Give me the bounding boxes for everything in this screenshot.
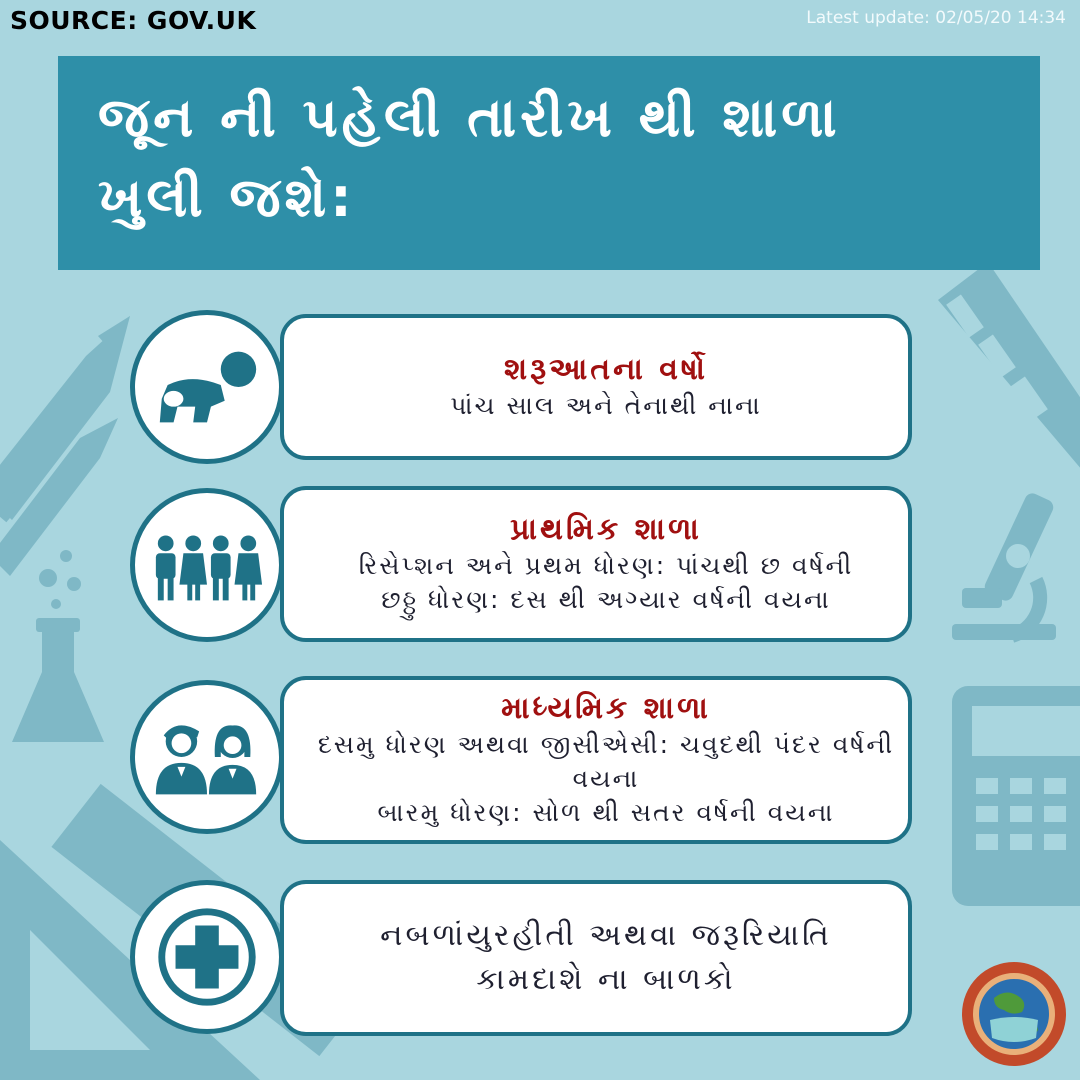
- card-secondary-school: [280, 676, 912, 844]
- card-early-years: [280, 314, 912, 460]
- card-text: રિસેપ્શન અને પ્રથમ ધોરણ: પાંચથી છ વર્ષની: [358, 551, 854, 580]
- icon-circle-primary-school: [130, 488, 284, 642]
- card-text: પાંચ સાલ અને તેનાથી નાના: [450, 391, 762, 420]
- calculator-icon: [952, 686, 1080, 906]
- title-line-1: જૂન ની પહેલી તારીખ થી શાળા: [98, 86, 841, 149]
- title-banner: [58, 56, 1040, 270]
- globe-mask-logo: [958, 958, 1070, 1070]
- crawling-baby-icon: [148, 328, 266, 446]
- icon-circle-secondary-school: [130, 680, 284, 834]
- latest-update-label: Latest update: 02/05/20 14:34: [806, 8, 1066, 28]
- card-primary-school: [280, 486, 912, 642]
- card-text: નબળાંયુરહીતી અથવા જરૂરિયાતિ: [380, 918, 832, 953]
- flask-icon: [12, 550, 104, 742]
- title-line-2: ખુલી જશે:: [98, 166, 356, 229]
- microscope-icon: [952, 491, 1056, 640]
- card-title: પ્રાથમિક શાળા: [510, 512, 702, 547]
- card-text: કામદાશે ના બાળકો: [476, 962, 736, 997]
- source-label: SOURCE: GOV.UK: [10, 6, 257, 35]
- children-group-icon: [148, 506, 266, 624]
- card-vulnerable-children: [280, 880, 912, 1036]
- ruler-icon: [938, 262, 1080, 470]
- card-title: શરૂઆતના વર્ષો: [504, 352, 708, 387]
- card-text: બારમુ ધોરણ: સોળ થી સતર વર્ષની વયના: [377, 798, 835, 827]
- card-text: દસમુ ધોરણ અથવા જીસીએસી: ચવુદથી પંદર વર્ષની વયના: [317, 730, 895, 793]
- icon-circle-vulnerable-children: [130, 880, 284, 1034]
- card-title: માધ્યમિક શાળા: [501, 691, 711, 726]
- medical-cross-icon: [148, 898, 266, 1016]
- card-text: છઠ્ઠુ ધોરણ: દસ થી અગ્યાર વર્ષની વયના: [381, 585, 831, 614]
- students-icon: [148, 698, 266, 816]
- icon-circle-early-years: [130, 310, 284, 464]
